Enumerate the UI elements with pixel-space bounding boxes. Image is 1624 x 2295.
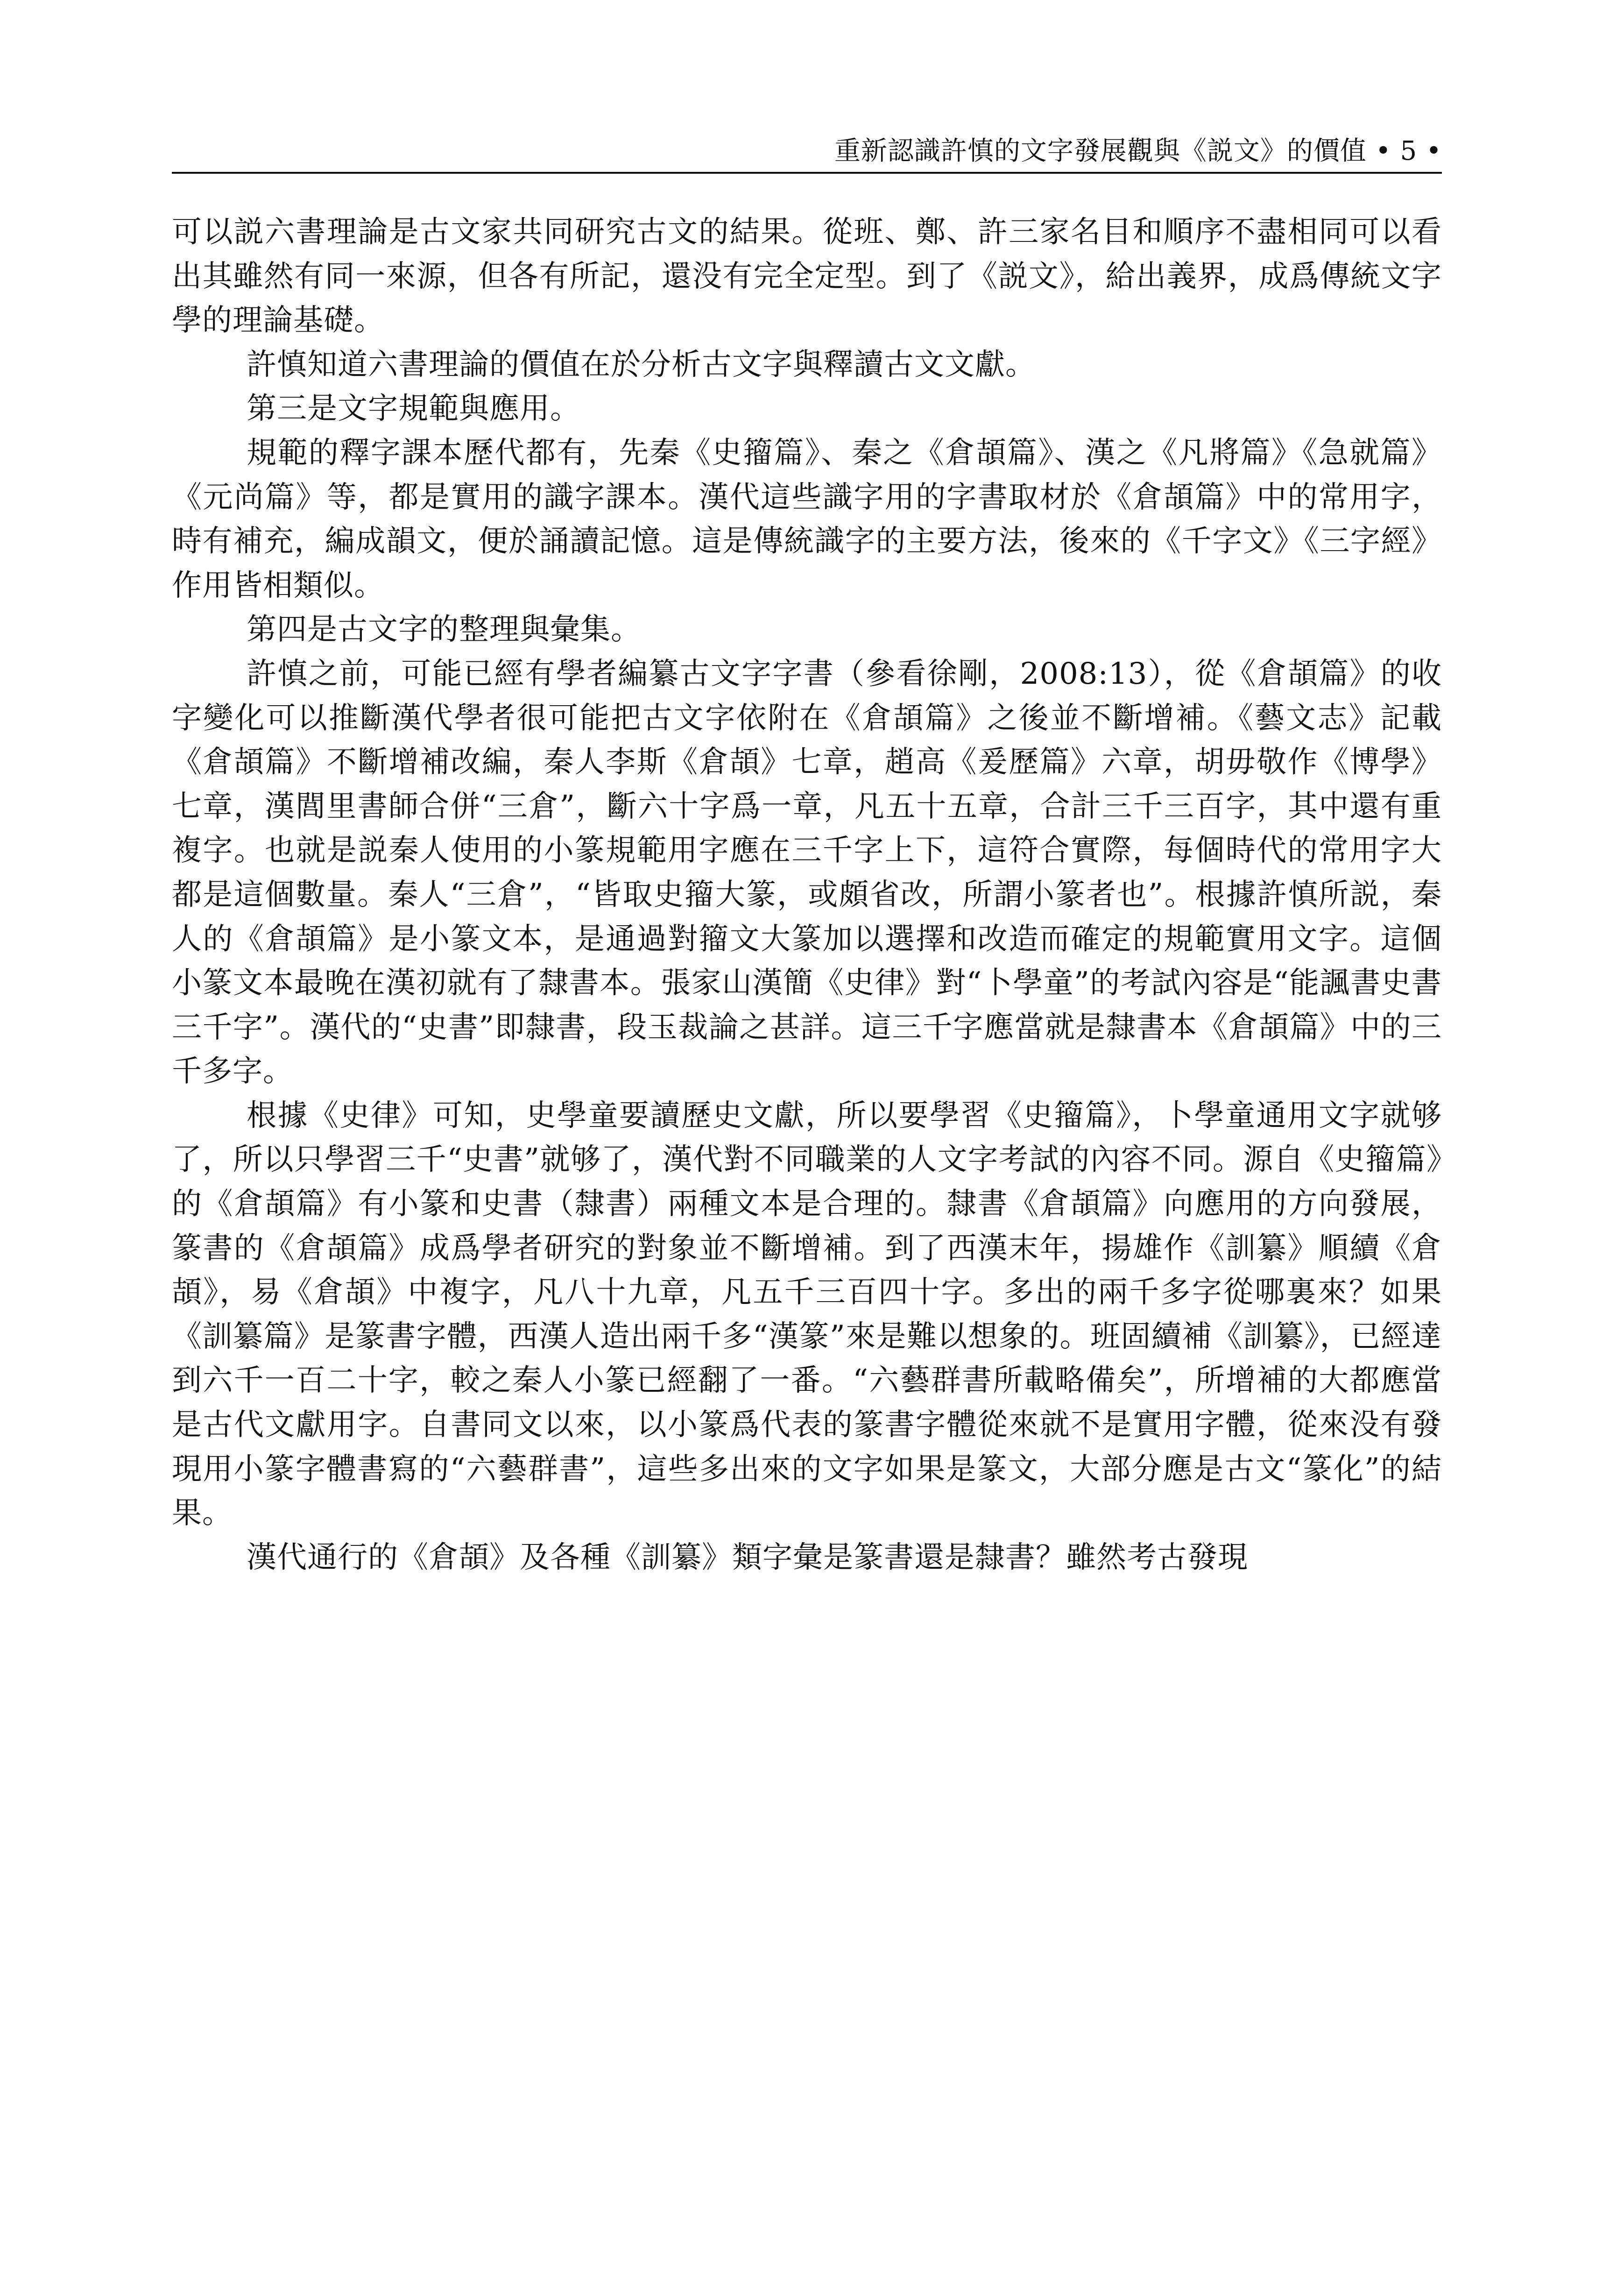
paragraph-6: 許慎之前，可能已經有學者編纂古文字字書（參看徐剛，2008:13），從《倉頡篇》的收字變化可以推斷漢代學者很可能把古文字依附在《倉頡篇》之後並不斷增補。《藝文志》記載《倉頡篇》不斷增補改編，秦人李斯《倉頡》七章，趙高《爰歷篇》六章，胡毋敬作《博學》七章，漢閭里書師合併“三倉”，斷六十字爲一章，凡五十五章，合計三千三百字，其中還有重複字。也就是説秦人使用的小篆規範用字應在三千字上下，這符合實際，每個時代的常用字大都是這個數量。秦人“三倉”，“皆取史籀大篆，或頗省改，所謂小篆者也”。根據許慎所説，秦人的《倉頡篇》是小篆文本，是通過對籀文大篆加以選擇和改造而確定的規範實用文字。這個小篆文本最晚在漢初就有了隸書本。張家山漢簡《史律》對“卜學童”的考試內容是“能諷書史書三千字”。漢代的“史書”即隸書，段玉裁論之甚詳。這三千字應當就是隸書本《倉頡篇》中的三千多字。 — [172, 656, 1442, 1089]
body-text — [172, 210, 1442, 1580]
paragraph-2: 許慎知道六書理論的價值在於分析古文字與釋讀古文文獻。 — [247, 347, 1036, 382]
paragraph-7: 根據《史律》可知，史學童要讀歷史文獻，所以要學習《史籀篇》，卜學童通用文字就够了，所以只學習三千“史書”就够了，漢代對不同職業的人文字考試的內容不同。源自《史籀篇》的《倉頡篇》有小篆和史書（隸書）兩種文本是合理的。隸書《倉頡篇》向應用的方向發展，篆書的《倉頡篇》成爲學者研究的對象並不斷增補。到了西漢末年，揚雄作《訓纂》順續《倉頡》，易《倉頡》中複字，凡八十九章，凡五千三百四十字。多出的兩千多字從哪裏來？如果《訓纂篇》是篆書字體，西漢人造出兩千多“漢篆”來是難以想象的。班固續補《訓纂》，已經達到六千一百二十字，較之秦人小篆已經翻了一番。“六藝群書所載略備矣”，所增補的大都應當是古代文獻用字。自書同文以來，以小篆爲代表的篆書字體從來就不是實用字體，從來没有發現用小篆字體書寫的“六藝群書”，這些多出來的文字如果是篆文，大部分應是古文“篆化”的結果。 — [172, 1098, 1442, 1531]
section-heading-fourth: 第四是古文字的整理與彙集。 — [247, 612, 641, 647]
paragraph-1: 可以説六書理論是古文家共同研究古文的結果。從班、鄭、許三家名目和順序不盡相同可以看出其雖然有同一來源，但各有所記，還没有完全定型。到了《説文》，給出義界，成爲傳統文字學的理論基礎。 — [172, 215, 1442, 338]
page-header — [172, 126, 1442, 177]
paragraph-8: 漢代通行的《倉頡》及各種《訓纂》類字彙是篆書還是隸書？雖然考古發現 — [247, 1540, 1248, 1575]
section-heading-third: 第三是文字規範與應用。 — [247, 391, 580, 426]
paragraph-4: 規範的釋字課本歷代都有，先秦《史籀篇》、秦之《倉頡篇》、漢之《凡將篇》《急就篇》《元尚篇》等，都是實用的識字課本。漢代這些識字用的字書取材於《倉頡篇》中的常用字，時有補充，編成韻文，便於誦讀記憶。這是傳統識字的主要方法，後來的《千字文》《三字經》作用皆相類似。 — [172, 435, 1442, 603]
header-rule — [172, 172, 1442, 174]
running-head: 重新認識許慎的文字發展觀與《説文》的價值 • 5 • — [834, 136, 1442, 166]
